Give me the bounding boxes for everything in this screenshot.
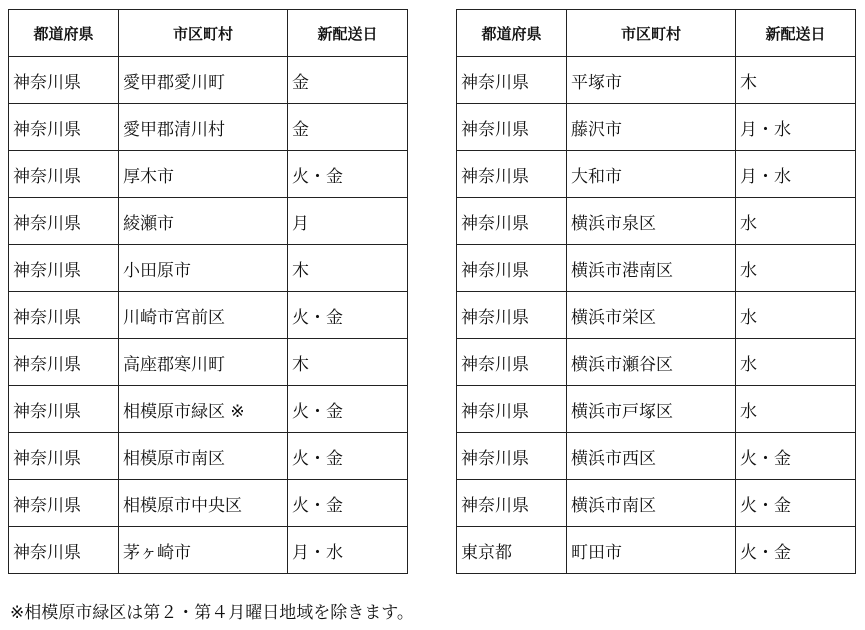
cell-prefecture: 神奈川県 (9, 339, 119, 386)
delivery-table-left (8, 9, 408, 574)
cell-prefecture: 神奈川県 (9, 198, 119, 245)
cell-delivery-day: 木 (288, 339, 408, 386)
cell-delivery-day: 火・金 (736, 527, 856, 574)
cell-municipality: 横浜市戸塚区 (567, 386, 736, 433)
table-row (9, 386, 408, 433)
cell-delivery-day: 水 (736, 292, 856, 339)
cell-municipality: 相模原市南区 (119, 433, 288, 480)
footnote: ※相模原市緑区は第２・第４月曜日地域を除きます。 (10, 603, 414, 623)
cell-delivery-day: 火・金 (288, 480, 408, 527)
cell-municipality: 綾瀬市 (119, 198, 288, 245)
cell-delivery-day: 木 (736, 57, 856, 104)
cell-municipality: 愛甲郡清川村 (119, 104, 288, 151)
cell-prefecture: 神奈川県 (457, 433, 567, 480)
cell-prefecture: 神奈川県 (9, 245, 119, 292)
cell-delivery-day: 月・水 (736, 104, 856, 151)
delivery-table-right (456, 9, 856, 574)
cell-delivery-day: 水 (736, 198, 856, 245)
table-body-left (9, 57, 408, 574)
table-row (9, 527, 408, 574)
table-row (9, 151, 408, 198)
cell-prefecture: 神奈川県 (9, 480, 119, 527)
cell-municipality: 横浜市瀬谷区 (567, 339, 736, 386)
header-prefecture: 都道府県 (9, 10, 119, 57)
table-row (457, 57, 856, 104)
cell-delivery-day: 月 (288, 198, 408, 245)
cell-municipality: 大和市 (567, 151, 736, 198)
cell-prefecture: 神奈川県 (457, 57, 567, 104)
cell-municipality: 横浜市栄区 (567, 292, 736, 339)
table-row (457, 104, 856, 151)
table-row (9, 480, 408, 527)
cell-delivery-day: 金 (288, 57, 408, 104)
cell-prefecture: 神奈川県 (457, 292, 567, 339)
cell-delivery-day: 火・金 (288, 433, 408, 480)
table-row (457, 527, 856, 574)
cell-municipality: 厚木市 (119, 151, 288, 198)
table-row (457, 245, 856, 292)
header-municipality: 市区町村 (567, 10, 736, 57)
cell-prefecture: 東京都 (457, 527, 567, 574)
cell-delivery-day: 水 (736, 386, 856, 433)
cell-municipality: 愛甲郡愛川町 (119, 57, 288, 104)
cell-municipality: 小田原市 (119, 245, 288, 292)
table-row (457, 198, 856, 245)
cell-prefecture: 神奈川県 (9, 57, 119, 104)
cell-municipality: 藤沢市 (567, 104, 736, 151)
cell-municipality: 町田市 (567, 527, 736, 574)
table-row (457, 433, 856, 480)
cell-delivery-day: 火・金 (288, 151, 408, 198)
cell-prefecture: 神奈川県 (457, 386, 567, 433)
cell-prefecture: 神奈川県 (9, 104, 119, 151)
cell-municipality: 横浜市港南区 (567, 245, 736, 292)
table-header-row (457, 10, 856, 57)
cell-municipality: 横浜市西区 (567, 433, 736, 480)
table-row (9, 245, 408, 292)
table-row (457, 292, 856, 339)
header-delivery-day: 新配送日 (736, 10, 856, 57)
table-header-row (9, 10, 408, 57)
cell-municipality: 横浜市泉区 (567, 198, 736, 245)
table-row (9, 339, 408, 386)
table-row (9, 57, 408, 104)
cell-delivery-day: 火・金 (288, 386, 408, 433)
cell-prefecture: 神奈川県 (457, 339, 567, 386)
cell-delivery-day: 火・金 (288, 292, 408, 339)
cell-delivery-day: 火・金 (736, 433, 856, 480)
table-row (457, 480, 856, 527)
cell-delivery-day: 木 (288, 245, 408, 292)
cell-prefecture: 神奈川県 (457, 245, 567, 292)
cell-delivery-day: 水 (736, 339, 856, 386)
cell-delivery-day: 月・水 (288, 527, 408, 574)
header-municipality: 市区町村 (119, 10, 288, 57)
cell-prefecture: 神奈川県 (9, 292, 119, 339)
table-body-right (457, 57, 856, 574)
cell-municipality: 相模原市緑区 ※ (119, 386, 288, 433)
header-delivery-day: 新配送日 (288, 10, 408, 57)
cell-municipality: 茅ヶ崎市 (119, 527, 288, 574)
cell-municipality: 川崎市宮前区 (119, 292, 288, 339)
cell-delivery-day: 金 (288, 104, 408, 151)
table-row (457, 386, 856, 433)
cell-municipality: 平塚市 (567, 57, 736, 104)
table-row (9, 198, 408, 245)
table-row (9, 292, 408, 339)
header-prefecture: 都道府県 (457, 10, 567, 57)
cell-delivery-day: 火・金 (736, 480, 856, 527)
table-row (457, 151, 856, 198)
table-row (9, 104, 408, 151)
cell-municipality: 横浜市南区 (567, 480, 736, 527)
cell-delivery-day: 水 (736, 245, 856, 292)
cell-prefecture: 神奈川県 (457, 198, 567, 245)
cell-municipality: 相模原市中央区 (119, 480, 288, 527)
cell-municipality: 高座郡寒川町 (119, 339, 288, 386)
cell-prefecture: 神奈川県 (457, 480, 567, 527)
cell-delivery-day: 月・水 (736, 151, 856, 198)
table-row (457, 339, 856, 386)
cell-prefecture: 神奈川県 (9, 433, 119, 480)
cell-prefecture: 神奈川県 (9, 151, 119, 198)
cell-prefecture: 神奈川県 (457, 104, 567, 151)
cell-prefecture: 神奈川県 (9, 386, 119, 433)
table-row (9, 433, 408, 480)
cell-prefecture: 神奈川県 (457, 151, 567, 198)
cell-prefecture: 神奈川県 (9, 527, 119, 574)
